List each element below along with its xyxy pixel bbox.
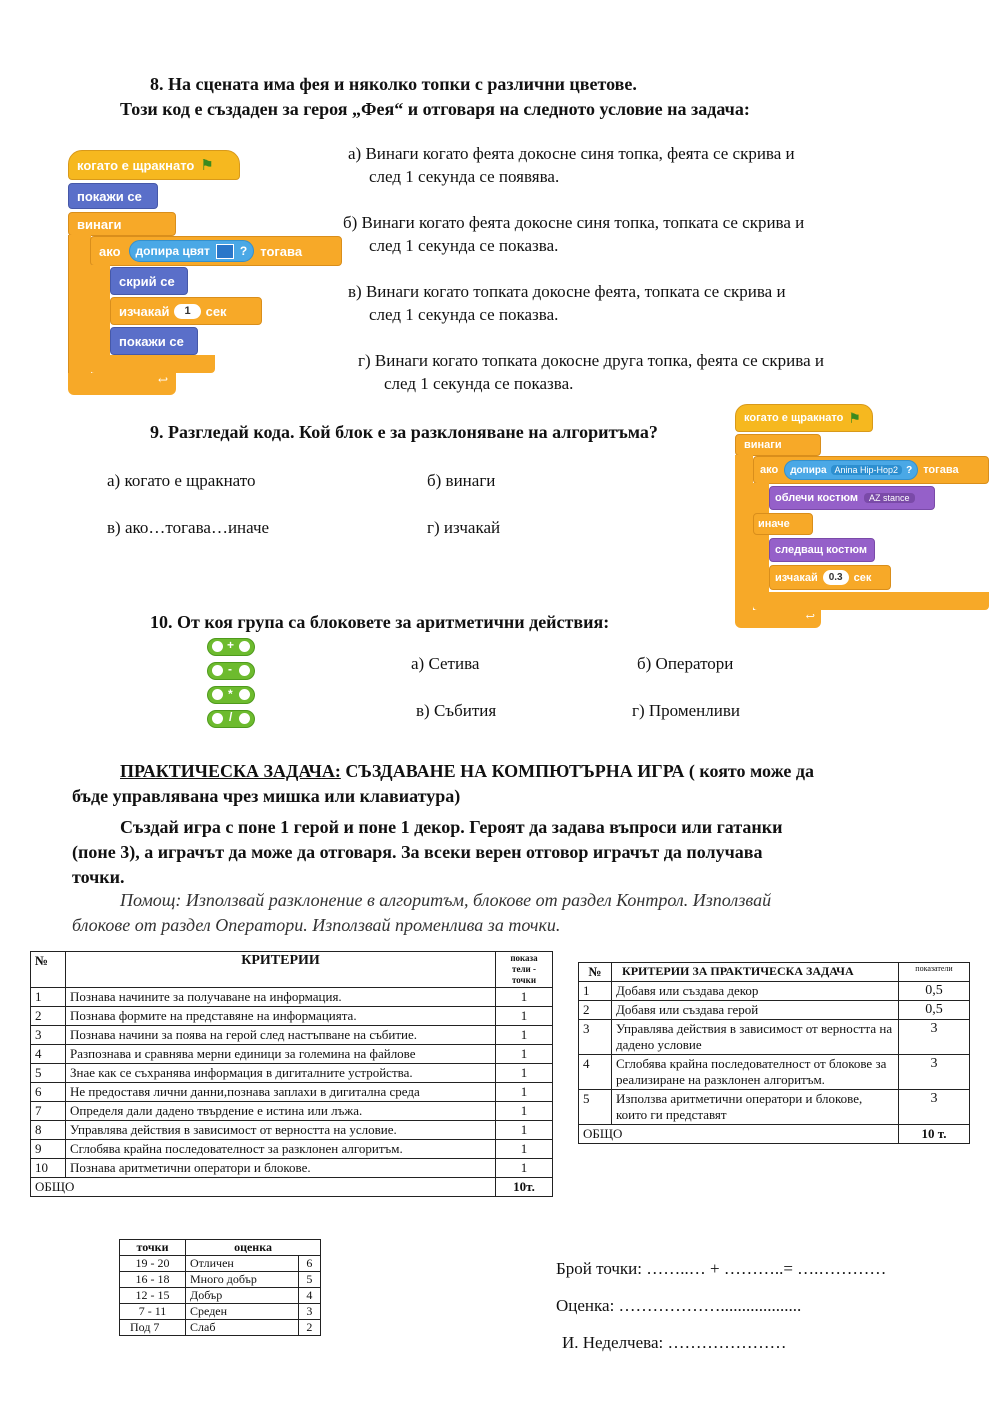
question-mark-label-2: ?: [906, 464, 913, 476]
row-points: 1: [496, 1159, 553, 1178]
blue-color-swatch: [216, 244, 234, 259]
subtract-operator-block: [207, 662, 255, 680]
table-row: [31, 988, 553, 1007]
grading-table-header: [120, 1240, 321, 1256]
if-block-arm: [90, 265, 110, 363]
row-range: 16 - 18: [120, 1272, 186, 1288]
add-operator-symbol: +: [227, 638, 235, 652]
show-block: [68, 183, 158, 209]
grading-col-grade: оценка: [186, 1240, 321, 1256]
practical-table-header: [579, 963, 970, 982]
row-points: 1: [496, 1083, 553, 1102]
next-costume-label: следващ костюм: [775, 544, 867, 556]
practical-col-number: №: [579, 963, 612, 982]
wait-value: 1: [174, 304, 200, 319]
row-criterion: Добавя или създава герой: [612, 1001, 899, 1020]
q8-option-a: [348, 142, 795, 188]
row-points: 0,5: [899, 982, 970, 1001]
total-label: ОБЩО: [31, 1178, 496, 1197]
wait-block-2: [769, 565, 891, 590]
loop-arrow-icon: ↩: [157, 373, 168, 387]
criteria-table: [30, 951, 553, 1197]
practical-criteria-table: [578, 962, 970, 1144]
row-range: 7 - 11: [120, 1304, 186, 1320]
total-value: 10 т.: [899, 1125, 970, 1144]
row-range: Под 7: [120, 1320, 186, 1336]
when-flag-clicked-block: [68, 150, 240, 180]
show-label: покажи се: [77, 188, 142, 204]
forever-label-2: винаги: [744, 439, 782, 451]
q8-option-d-line2: след 1 секунда се показва.: [384, 374, 574, 393]
else-label: иначе: [758, 518, 790, 530]
q9-option-a: а) когато е щракнато: [107, 471, 256, 490]
costume-dropdown: AZ stance: [864, 493, 915, 503]
practical-col-criteria: КРИТЕРИИ ЗА ПРАКТИЧЕСКА ЗАДАЧА: [612, 963, 899, 982]
wait-label: изчакай: [119, 303, 170, 319]
table-row: [31, 1102, 553, 1121]
row-number: 4: [579, 1055, 612, 1090]
row-number: 10: [31, 1159, 66, 1178]
q8-option-b-line1: б) Винаги когато феята докосне синя топка, топката се скрива и: [343, 213, 805, 232]
criteria-total-row: [31, 1178, 553, 1197]
table-row: [120, 1288, 321, 1304]
row-criterion: Знае как се съхранява информация в дигиталните устройства.: [66, 1064, 496, 1083]
q8-option-d: [358, 349, 824, 395]
q8-option-c-line2: след 1 секунда се показва.: [369, 305, 559, 324]
table-row: [31, 1026, 553, 1045]
switch-costume-label: облечи костюм: [775, 492, 858, 504]
practical-help-line1: Помощ: Използвай разклонение в алгоритъм, блокове от раздел Контрол. Използвай: [120, 890, 772, 910]
row-number: 6: [31, 1083, 66, 1102]
q9-title: 9. Разгледай кода. Кой блок е за разклоняване на алгоритъма?: [150, 422, 658, 442]
touching-color-block: [129, 240, 255, 262]
q9-option-b: б) винаги: [427, 471, 496, 490]
forever-block: [68, 212, 176, 236]
row-grade-name: Слаб: [186, 1320, 299, 1336]
grade-field: Оценка: ………………...................: [556, 1296, 802, 1315]
if-label: ако: [99, 243, 121, 259]
multiply-operator-symbol: *: [228, 687, 233, 701]
q8-option-c: [348, 280, 786, 326]
row-criterion: Управлява действия в зависимост от верността на условие.: [66, 1121, 496, 1140]
table-row: [31, 1045, 553, 1064]
row-grade-name: Среден: [186, 1304, 299, 1320]
row-grade-number: 6: [298, 1256, 320, 1272]
forever-block-2: [735, 434, 821, 456]
row-criterion: Добавя или създава декор: [612, 982, 899, 1001]
table-row: [579, 1020, 970, 1055]
if-else-block-arm: [753, 483, 769, 595]
total-value: 10т.: [496, 1178, 553, 1197]
multiply-operator-block: [207, 686, 255, 704]
row-range: 19 - 20: [120, 1256, 186, 1272]
if-label-2: ако: [760, 464, 779, 476]
practical-col-points: показатели: [899, 963, 970, 982]
row-grade-name: Много добър: [186, 1272, 299, 1288]
forever-label: винаги: [77, 216, 122, 232]
sec-label: сек: [205, 303, 227, 319]
practical-task-line3: точки.: [72, 867, 125, 887]
row-points: 1: [496, 1140, 553, 1159]
table-row: [579, 1001, 970, 1020]
table-row: [579, 1090, 970, 1125]
row-points: 3: [899, 1090, 970, 1125]
table-row: [31, 1140, 553, 1159]
row-number: 2: [31, 1007, 66, 1026]
row-grade-number: 2: [298, 1320, 320, 1336]
row-grade-number: 4: [298, 1288, 320, 1304]
row-criterion: Познава аритметични оператори и блокове.: [66, 1159, 496, 1178]
then-label-2: тогава: [923, 464, 959, 476]
if-else-block-end: [753, 592, 989, 610]
row-criterion: Използва аритметични оператори и блокове, които ги представят: [612, 1090, 899, 1125]
row-points: 1: [496, 1064, 553, 1083]
forever-block-2-arm: [735, 455, 753, 613]
switch-costume-block: [769, 486, 935, 510]
row-number: 2: [579, 1001, 612, 1020]
row-points: 1: [496, 1045, 553, 1064]
table-row: [120, 1304, 321, 1320]
q8-option-a-line1: а) Винаги когато феята докосне синя топка, феята се скрива и: [348, 144, 795, 163]
q10-option-a: а) Сетива: [411, 654, 480, 673]
subtract-operator-symbol: -: [228, 662, 232, 676]
q8-title: 8. На сцената има фея и няколко топки с различни цветове.: [150, 74, 637, 94]
table-row: [31, 1159, 553, 1178]
row-number: 3: [31, 1026, 66, 1045]
points-field: Брой точки: ……..… + ………..= ….…………: [556, 1259, 887, 1278]
touching-color-label: допира цвят: [135, 244, 210, 258]
practical-heading-rest: СЪЗДАВАНЕ НА КОМПЮТЪРНА ИГРА ( която може да: [340, 761, 815, 781]
total-label: ОБЩО: [579, 1125, 899, 1144]
table-row: [579, 982, 970, 1001]
practical-help-line2: блокове от раздел Оператори. Използвай променлива за точки.: [72, 915, 561, 935]
row-points: 1: [496, 1007, 553, 1026]
q8-subtitle: Този код е създаден за героя „Фея“ и отговаря на следното условие на задача:: [120, 99, 750, 119]
q8-option-b-line2: след 1 секунда се показва.: [369, 236, 559, 255]
green-flag-icon-2: ⚑: [848, 409, 861, 426]
wait-block: [110, 297, 262, 325]
row-criterion: Сглобява крайна последователност за разклонен алгоритъм.: [66, 1140, 496, 1159]
green-flag-icon: ⚑: [200, 157, 214, 174]
when-clicked-label: когато е щракнато: [77, 157, 195, 173]
practical-heading: [120, 761, 814, 782]
divide-operator-symbol: /: [229, 710, 233, 724]
sec-label-2: сек: [853, 571, 872, 584]
practical-total-row: [579, 1125, 970, 1144]
criteria-col-number: №: [31, 952, 66, 988]
table-row: [120, 1272, 321, 1288]
q10-option-b: б) Оператори: [637, 654, 734, 673]
row-points: 1: [496, 1026, 553, 1045]
table-row: [31, 1064, 553, 1083]
table-row: [579, 1055, 970, 1090]
touching-label: допира: [790, 464, 827, 476]
forever-block-2-end: [735, 610, 821, 628]
row-grade-name: Добър: [186, 1288, 299, 1304]
practical-task-line2: (поне 3), а играчът да може да отговаря. За всеки верен отговор играчът да получава: [72, 842, 763, 862]
hide-block: [110, 267, 188, 295]
practical-heading-line2: бъде управлявана чрез мишка или клавиатура): [72, 786, 461, 806]
row-number: 3: [579, 1020, 612, 1055]
q9-option-c: в) ако…тогава…иначе: [107, 518, 270, 537]
row-number: 5: [579, 1090, 612, 1125]
grading-scale-table: [119, 1239, 321, 1336]
row-criterion: Управлява действия в зависимост от верността на дадено условие: [612, 1020, 899, 1055]
else-label-block: [753, 513, 813, 535]
when-flag-clicked-block-2: [735, 404, 873, 432]
if-else-block: [753, 456, 989, 484]
forever-block-arm: [68, 235, 91, 380]
row-criterion: Познава начини за поява на герой след настъпване на събитие.: [66, 1026, 496, 1045]
row-points: 1: [496, 988, 553, 1007]
q9-option-d: г) изчакай: [427, 518, 501, 537]
row-points: 3: [899, 1055, 970, 1090]
row-number: 4: [31, 1045, 66, 1064]
row-criterion: Разпознава и сравнява мерни единици за големина на файлове: [66, 1045, 496, 1064]
sprite-dropdown: Anina Hip-Hop2: [831, 465, 903, 475]
row-number: 7: [31, 1102, 66, 1121]
table-row: [31, 1083, 553, 1102]
row-points: 3: [899, 1020, 970, 1055]
q8-option-b: [343, 211, 804, 257]
q10-title: 10. От коя група са блоковете за аритметични действия:: [150, 612, 610, 632]
table-row: [31, 1007, 553, 1026]
row-criterion: Познава начините за получаване на информация.: [66, 988, 496, 1007]
show-block-2: [110, 327, 198, 355]
grading-col-points: точки: [120, 1240, 186, 1256]
wait-value-2: 0.3: [823, 570, 849, 585]
then-label: тогава: [260, 243, 303, 259]
row-number: 5: [31, 1064, 66, 1083]
q10-option-c: в) Събития: [416, 701, 497, 720]
q8-option-c-line1: в) Винаги когато топката докосне феята, топката се скрива и: [348, 282, 786, 301]
row-grade-number: 3: [298, 1304, 320, 1320]
if-block-end: [90, 355, 215, 373]
loop-arrow-icon-2: ↩: [805, 611, 815, 623]
divide-operator-block: [207, 710, 255, 728]
author-field: И. Неделчева: …………………: [562, 1333, 787, 1352]
q8-option-d-line1: г) Винаги когато топката докосне друга топка, феята се скрива и: [358, 351, 824, 370]
table-row: [31, 1121, 553, 1140]
next-costume-block: [769, 538, 875, 562]
add-operator-block: [207, 638, 255, 656]
criteria-col-criteria: КРИТЕРИИ: [66, 952, 496, 988]
row-number: 1: [31, 988, 66, 1007]
row-criterion: Определя дали дадено твърдение е истина или лъжа.: [66, 1102, 496, 1121]
q10-option-d: г) Променливи: [632, 701, 740, 720]
forever-block-end: [68, 373, 176, 395]
touching-sprite-block: [784, 460, 918, 480]
row-range: 12 - 15: [120, 1288, 186, 1304]
table-row: [120, 1256, 321, 1272]
practical-task-line1: Създай игра с поне 1 герой и поне 1 декор. Героят да задава въпроси или гатанки: [120, 817, 783, 837]
row-criterion: Сглобява крайна последователност от блокове за реализиране на разклонен алгоритъм.: [612, 1055, 899, 1090]
row-grade-number: 5: [298, 1272, 320, 1288]
row-points: 1: [496, 1121, 553, 1140]
if-then-block: [90, 236, 342, 266]
question-mark-label: ?: [239, 244, 248, 258]
wait-label-2: изчакай: [775, 571, 818, 584]
row-points: 0,5: [899, 1001, 970, 1020]
table-row: [120, 1320, 321, 1336]
row-grade-name: Отличен: [186, 1256, 299, 1272]
row-number: 1: [579, 982, 612, 1001]
criteria-col-points: показа тели - точки: [496, 952, 553, 988]
hide-label: скрий се: [119, 273, 175, 289]
when-clicked-label-2: когато е щракнато: [744, 412, 844, 424]
row-criterion: Не предоставя лични данни,познава заплахи в дигитална среда: [66, 1083, 496, 1102]
q8-option-a-line2: след 1 секунда се появява.: [369, 167, 560, 186]
row-criterion: Познава формите на представяне на информацията.: [66, 1007, 496, 1026]
show-label-2: покажи се: [119, 333, 184, 349]
criteria-table-header: [31, 952, 553, 988]
row-number: 9: [31, 1140, 66, 1159]
row-points: 1: [496, 1102, 553, 1121]
practical-heading-underlined: ПРАКТИЧЕСКА ЗАДАЧА:: [120, 761, 341, 781]
row-number: 8: [31, 1121, 66, 1140]
